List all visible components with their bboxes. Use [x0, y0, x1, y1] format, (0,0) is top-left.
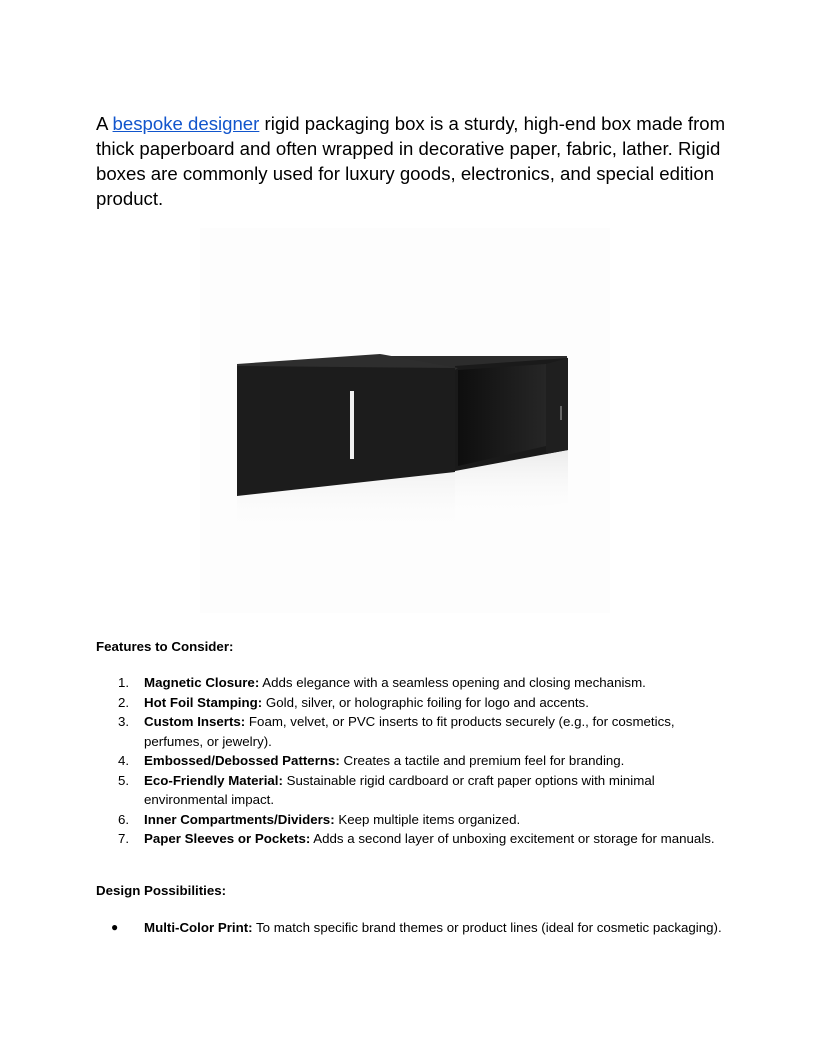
list-number: 1. — [118, 675, 130, 690]
feature-item-inner-compartments — [96, 810, 736, 830]
design-text: To match specific brand themes or product lines (ideal for cosmetic packaging). — [252, 920, 722, 935]
list-number: 4. — [118, 753, 130, 768]
feature-text: Creates a tactile and premium feel for branding. — [339, 753, 625, 768]
list-number: 2. — [118, 694, 130, 710]
feature-text: Adds elegance with a seamless opening and closing mechanism. — [259, 675, 646, 690]
design-title: Multi-Color Print: — [144, 920, 253, 935]
feature-title: Magnetic Closure: — [144, 675, 260, 690]
product-image — [200, 228, 610, 613]
intro-suffix: rigid packaging box is a sturdy, high-end box made from thick paperboard and often wrapped in decorative paper, fabric, lather. Rigid boxes are commonly used for luxury goods, electronics, and special edition product. — [96, 113, 726, 209]
feature-item-paper-sleeves — [96, 829, 736, 849]
feature-text: Keep multiple items organized. — [334, 811, 521, 827]
list-number: 5. — [118, 772, 130, 788]
feature-item-eco-friendly-material — [96, 771, 736, 810]
feature-item-custom-inserts — [96, 712, 736, 751]
feature-text: Adds a second layer of unboxing excitement or storage for manuals. — [310, 831, 715, 846]
rigid-box-illustration — [200, 228, 610, 613]
bespoke-designer-link[interactable]: bespoke designer — [112, 113, 260, 134]
feature-title: Custom Inserts: — [144, 714, 246, 729]
list-number: 6. — [118, 811, 130, 827]
feature-title: Eco-Friendly Material: — [144, 772, 283, 788]
feature-text: Foam, velvet, or PVC inserts to fit products securely (e.g., for cosmetics, perfumes, or jewelry). — [144, 714, 675, 749]
feature-item-magnetic-closure — [96, 673, 736, 693]
feature-title: Hot Foil Stamping: — [144, 694, 263, 710]
feature-title: Inner Compartments/Dividers: — [144, 811, 335, 827]
feature-title: Embossed/Debossed Patterns: — [144, 753, 340, 768]
tray-side-mark — [560, 406, 562, 420]
bullet-icon: ● — [111, 920, 119, 934]
features-heading: Features to Consider: — [96, 639, 234, 654]
feature-text: Sustainable rigid cardboard or craft paper options with minimal environmental impact. — [144, 772, 655, 807]
feature-text: Gold, silver, or holographic foiling for logo and accents. — [262, 694, 589, 710]
tray-side — [546, 358, 568, 454]
design-list — [96, 918, 736, 938]
feature-item-hot-foil-stamping — [96, 693, 736, 713]
feature-item-embossed-patterns — [96, 751, 736, 771]
features-list — [96, 673, 736, 849]
design-item-multi-color-print — [96, 918, 736, 938]
foil-strip — [350, 391, 354, 459]
intro-prefix: A — [96, 113, 113, 134]
list-number: 3. — [118, 714, 130, 729]
feature-title: Paper Sleeves or Pockets: — [144, 831, 311, 846]
list-number: 7. — [118, 831, 130, 846]
intro-paragraph — [96, 111, 726, 211]
design-heading: Design Possibilities: — [96, 883, 227, 898]
